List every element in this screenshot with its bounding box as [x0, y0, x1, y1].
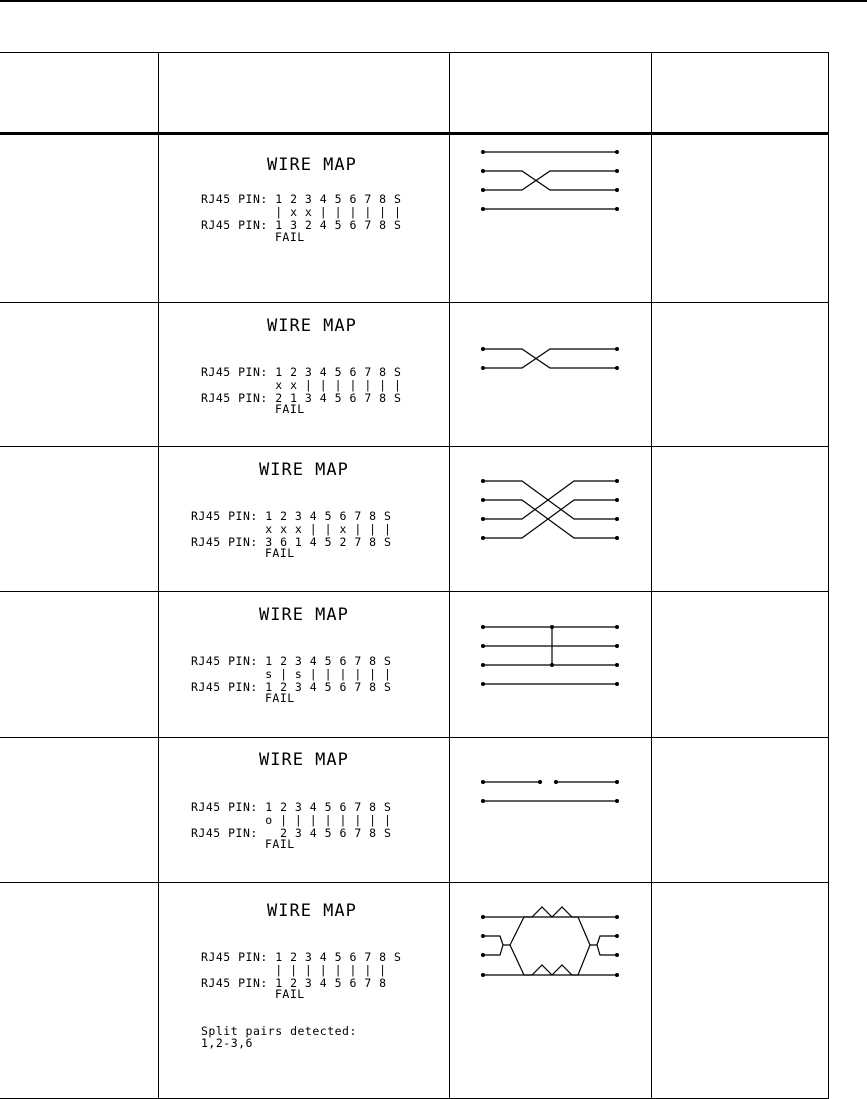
split-pairs-diagram — [450, 883, 651, 1099]
pin-top-line: RJ45 PIN: 1 2 3 4 5 6 7 8 S — [191, 800, 392, 814]
pin-marks-line: s | s | | | | | | — [191, 667, 392, 681]
pin-bottom-line: RJ45 PIN: 2 3 4 5 6 7 8 S — [191, 826, 392, 840]
result-text: FAIL — [265, 691, 295, 705]
row-label-cell — [0, 592, 159, 738]
header-cell-2 — [159, 53, 450, 134]
description-cell — [652, 738, 829, 883]
description-cell — [652, 592, 829, 738]
row-label-cell — [0, 134, 159, 303]
screen-cell — [159, 447, 450, 592]
pin-bottom-line: RJ45 PIN: 3 6 1 4 5 2 7 8 S — [191, 535, 392, 549]
pin-marks-line: x x x | | x | | | — [191, 522, 392, 536]
reversed-pair-diagram — [450, 303, 651, 447]
pin-top-line: RJ45 PIN: 1 2 3 4 5 6 7 8 S — [191, 654, 392, 668]
screen-cell — [159, 303, 450, 447]
diagram-cell — [450, 738, 652, 883]
row-label-cell — [0, 447, 159, 592]
top-rule — [0, 0, 867, 2]
screen-title: WIRE MAP — [267, 155, 357, 175]
screen-cell — [159, 738, 450, 883]
table-row — [0, 883, 829, 1099]
pin-top-line: RJ45 PIN: 1 2 3 4 5 6 7 8 S — [191, 509, 392, 523]
pin-marks-line: | | | | | | | | — [201, 963, 387, 977]
split-pairs-list: 1,2-3,6 — [201, 1036, 253, 1050]
crossed-pairs-diagram — [450, 447, 651, 592]
pin-bottom-line: RJ45 PIN: 2 1 3 4 5 6 7 8 S — [201, 391, 402, 405]
pin-top-line: RJ45 PIN: 1 2 3 4 5 6 7 8 S — [201, 950, 402, 964]
description-cell — [652, 134, 829, 303]
result-text: FAIL — [275, 402, 305, 416]
screen-cell — [159, 134, 450, 303]
pin-bottom-line: RJ45 PIN: 1 2 3 4 5 6 7 8 S — [191, 680, 392, 694]
screen-title: WIRE MAP — [267, 901, 357, 921]
table-row — [0, 303, 829, 447]
table-row — [0, 447, 829, 592]
diagram-cell — [450, 592, 652, 738]
diagram-cell — [450, 447, 652, 592]
screen-title: WIRE MAP — [259, 605, 349, 625]
wire-map-table — [0, 52, 829, 1099]
description-cell — [652, 447, 829, 592]
description-cell — [652, 303, 829, 447]
table-row — [0, 738, 829, 883]
header-cell-1 — [0, 53, 159, 134]
diagram-cell — [450, 134, 652, 303]
table-header-row — [0, 53, 829, 134]
diagram-cell — [450, 883, 652, 1099]
screen-title: WIRE MAP — [259, 460, 349, 480]
pin-bottom-line: RJ45 PIN: 1 3 2 4 5 6 7 8 S — [201, 218, 402, 232]
pin-top-line: RJ45 PIN: 1 2 3 4 5 6 7 8 S — [201, 192, 402, 206]
diagram-cell — [450, 303, 652, 447]
screen-title: WIRE MAP — [267, 316, 357, 336]
crossed-pair-diagram — [450, 135, 651, 304]
result-text: FAIL — [275, 230, 305, 244]
header-cell-4 — [652, 53, 829, 134]
table-row — [0, 134, 829, 303]
pin-marks-line: o | | | | | | | | — [191, 813, 392, 827]
header-cell-3 — [450, 53, 652, 134]
row-label-cell — [0, 738, 159, 883]
screen-title: WIRE MAP — [259, 750, 349, 770]
short-diagram — [450, 592, 651, 738]
result-text: FAIL — [265, 546, 295, 560]
screen-cell — [159, 592, 450, 738]
pin-marks-line: | x x | | | | | | — [201, 205, 402, 219]
table-row — [0, 592, 829, 738]
result-text: FAIL — [275, 987, 305, 1001]
pin-bottom-line: RJ45 PIN: 1 2 3 4 5 6 7 8 — [201, 976, 387, 990]
split-pairs-note: Split pairs detected: — [201, 1024, 357, 1038]
result-text: FAIL — [265, 837, 295, 851]
row-label-cell — [0, 303, 159, 447]
pin-top-line: RJ45 PIN: 1 2 3 4 5 6 7 8 S — [201, 365, 402, 379]
description-cell — [652, 883, 829, 1099]
open-diagram — [450, 738, 651, 883]
row-label-cell — [0, 883, 159, 1099]
screen-cell — [159, 883, 450, 1099]
pin-marks-line: x x | | | | | | | — [201, 378, 402, 392]
